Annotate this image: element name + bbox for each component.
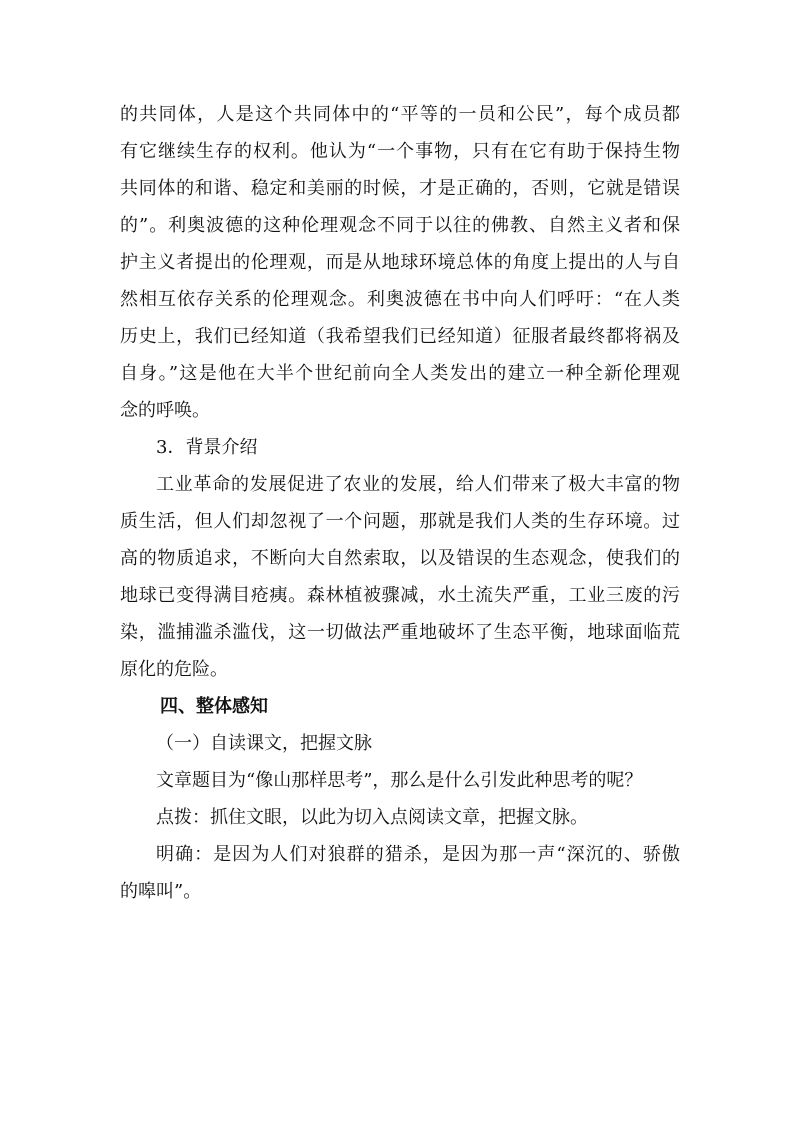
body-line: 的嗥叫”。	[120, 881, 202, 902]
body-line: 历史上，我们已经知道（我希望我们已经知道）征服者最终都将祸及	[120, 326, 680, 347]
body-line: 共同体的和谐、稳定和美丽的时候，才是正确的，否则，它就是错误	[120, 178, 680, 199]
body-line: 质生活，但人们却忽视了一个问题，那就是我们人类的生存环境。过	[120, 511, 680, 532]
body-line: 的共同体，人是这个共同体中的“平等的一员和公民”，每个成员都	[120, 104, 680, 125]
body-line: 护主义者提出的伦理观，而是从地球环境总体的角度上提出的人与自	[120, 252, 680, 273]
body-line: 染，滥捕滥杀滥伐，这一切做法严重地破坏了生态平衡，地球面临荒	[120, 622, 680, 643]
body-line: 然相互依存关系的伦理观念。利奥波德在书中向人们呼吁：“在人类	[120, 289, 680, 310]
body-line: 文章题目为“像山那样思考”，那么是什么引发此种思考的呢？	[156, 770, 643, 791]
body-line: 的”。利奥波德的这种伦理观念不同于以往的佛教、自然主义者和保	[120, 215, 680, 236]
body-line: 有它继续生存的权利。他认为“一个事物，只有在它有助于保持生物	[120, 141, 680, 162]
section-heading: 3．背景介绍	[156, 437, 258, 458]
body-line: 工业革命的发展促进了农业的发展，给人们带来了极大丰富的物	[156, 474, 680, 495]
subsection-heading: （一）自读课文，把握文脉	[156, 733, 372, 754]
body-line: 点拨：抓住文眼，以此为切入点阅读文章，把握文脉。	[156, 807, 588, 828]
body-line: 明确：是因为人们对狼群的猎杀，是因为那一声“深沉的、骄傲	[156, 844, 680, 865]
body-line: 原化的危险。	[120, 659, 228, 680]
chapter-heading: 四、整体感知	[160, 696, 268, 717]
body-line: 念的呼唤。	[120, 400, 210, 421]
body-line: 高的物质追求，不断向大自然索取，以及错误的生态观念，使我们的	[120, 548, 680, 569]
body-line: 自身。”这是他在大半个世纪前向全人类发出的建立一种全新伦理观	[120, 363, 680, 384]
body-line: 地球已变得满目疮痍。森林植被骤减，水土流失严重，工业三废的污	[120, 585, 680, 606]
document-page	[120, 96, 680, 910]
